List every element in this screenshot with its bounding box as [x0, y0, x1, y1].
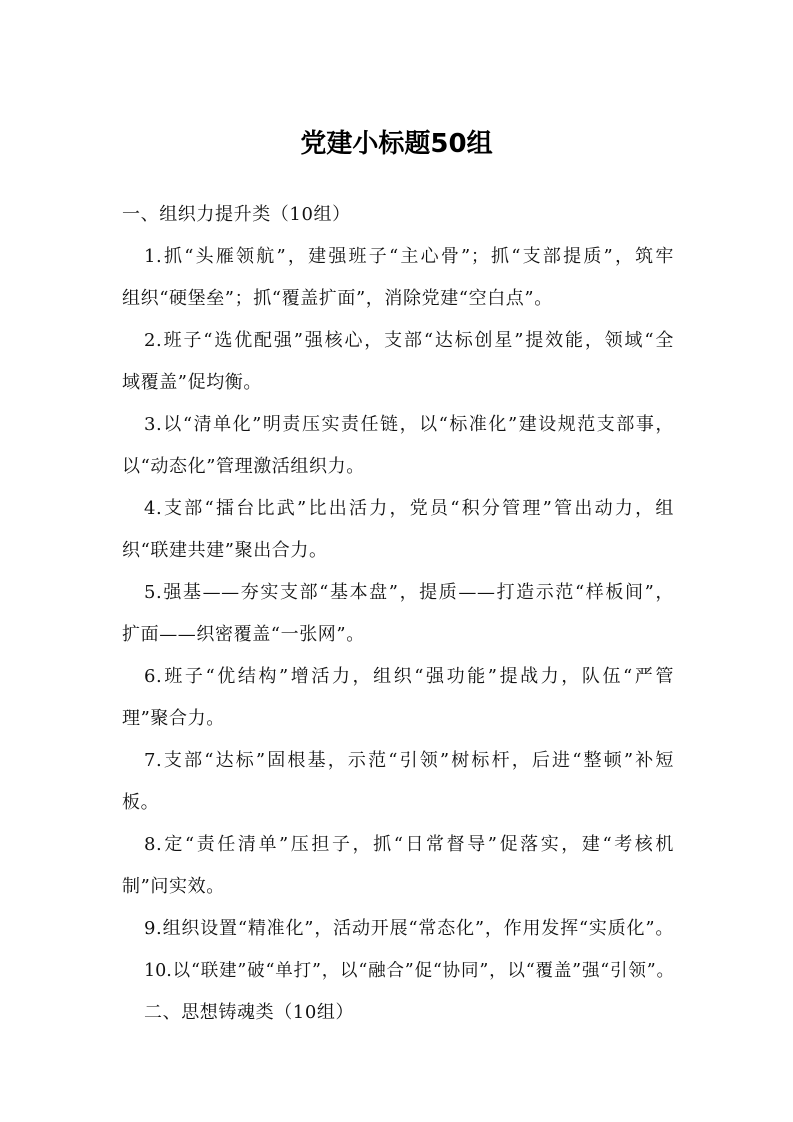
- item-1-line-2: 组织“硬堡垒”；抓“覆盖扩面”，消除党建“空白点”。: [122, 288, 553, 309]
- item-7-line-2: 板。: [122, 792, 160, 813]
- item-6-line-2: 理”聚合力。: [122, 708, 225, 729]
- document-title: 党建小标题50组: [300, 129, 493, 159]
- item-8-line-2: 制”问实效。: [122, 876, 225, 897]
- item-8-line-1: 8.定“责任清单”压担子，抓“日常督导”促落实，建“考核机: [144, 834, 674, 855]
- item-2-line-2: 域覆盖”促均衡。: [122, 372, 263, 393]
- section-heading-1: 一、组织力提升类（10组）: [122, 204, 351, 225]
- item-4-line-1: 4.支部“擂台比武”比出活力，党员“积分管理”管出动力，组: [144, 498, 674, 519]
- item-3-line-2: 以“动态化”管理激活组织力。: [122, 456, 365, 477]
- item-5-line-1: 5.强基——夯实支部“基本盘”，提质——打造示范“样板间”，: [144, 582, 674, 603]
- item-7-line-1: 7.支部“达标”固根基，示范“引领”树标杆，后进“整顿”补短: [144, 750, 674, 771]
- item-5-line-2: 扩面——织密覆盖“一张网”。: [122, 624, 365, 645]
- item-9-line-1: 9.组织设置“精准化”，活动开展“常态化”，作用发挥“实质化”。: [144, 918, 674, 939]
- section-heading-2: 二、思想铸魂类（10组）: [144, 1002, 355, 1023]
- item-6-line-1: 6.班子“优结构”增活力，组织“强功能”提战力，队伍“严管: [144, 666, 674, 687]
- item-1-line-1: 1.抓“头雁领航”，建强班子“主心骨”；抓“支部提质”，筑牢: [144, 246, 674, 267]
- item-4-line-2: 织“联建共建”聚出合力。: [122, 540, 328, 561]
- item-10-line-1: 10.以“联建”破“单打”，以“融合”促“协同”，以“覆盖”强“引领”。: [144, 961, 674, 981]
- item-3-line-1: 3.以“清单化”明责压实责任链，以“标准化”建设规范支部事，: [144, 414, 674, 435]
- item-2-line-1: 2.班子“选优配强”强核心，支部“达标创星”提效能，领域“全: [144, 330, 674, 351]
- document-body: [122, 194, 674, 1034]
